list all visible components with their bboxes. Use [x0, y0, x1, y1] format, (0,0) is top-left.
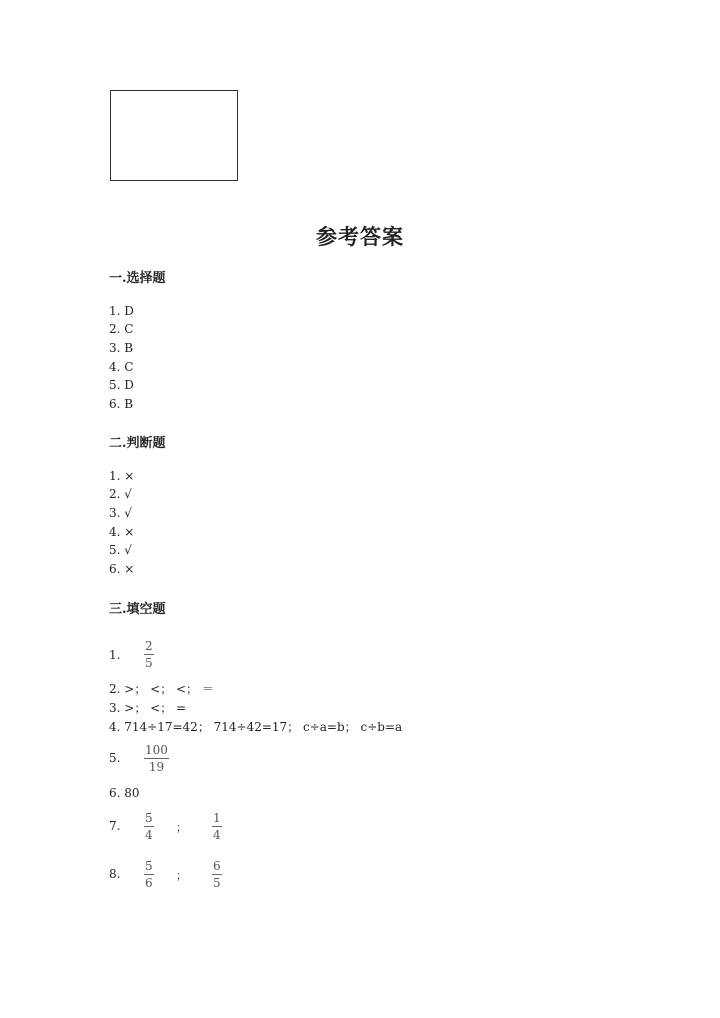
choice-answer-3: 3. B: [109, 341, 134, 355]
judgement-answer-1: 1. ×: [109, 469, 135, 483]
fill-answer-1-label: 1.: [109, 648, 121, 662]
fraction-bar: [144, 654, 154, 655]
fill-answer-7-fraction-b: [212, 811, 222, 842]
fraction-denominator: 5: [145, 656, 153, 670]
section-heading-choice: 一.选择题: [109, 271, 166, 286]
fraction-numerator: 6: [213, 859, 221, 873]
fraction-denominator: 19: [148, 760, 165, 774]
judgement-answer-2: 2. √: [109, 487, 132, 501]
fill-answer-5-fraction: [144, 743, 169, 774]
fill-answer-5-label: 5.: [109, 751, 121, 765]
fraction-bar: [144, 758, 169, 759]
blank-answer-box: [110, 90, 238, 181]
fill-answer-8-separator: ；: [176, 869, 187, 882]
section-heading-fill: 三.填空题: [109, 602, 166, 617]
fill-answer-2: 2. >； <； <； ＝: [109, 682, 214, 696]
fill-answer-7-fraction-a: [144, 811, 154, 842]
fill-answer-8-label: 8.: [109, 867, 121, 881]
fill-answer-8-fraction-a: [144, 859, 154, 890]
choice-answer-6: 6. B: [109, 397, 134, 411]
fraction-denominator: 4: [213, 828, 221, 842]
judgement-answer-6: 6. ×: [109, 562, 135, 576]
judgement-answer-4: 4. ×: [109, 525, 135, 539]
fill-answer-8-fraction-b: [212, 859, 222, 890]
fraction-denominator: 5: [213, 876, 221, 890]
choice-answer-2: 2. C: [109, 322, 134, 336]
fraction-numerator: 100: [145, 743, 168, 757]
fraction-bar: [212, 874, 222, 875]
fill-answer-4: 4. 714÷17=42； 714÷42=17； c÷a=b； c÷b=a: [109, 720, 403, 734]
choice-answer-5: 5. D: [109, 378, 134, 392]
fraction-numerator: 5: [145, 811, 153, 825]
choice-answer-4: 4. C: [109, 360, 134, 374]
fraction-bar: [212, 826, 222, 827]
fraction-numerator: 2: [145, 639, 153, 653]
judgement-answer-3: 3. √: [109, 506, 132, 520]
fraction-denominator: 6: [145, 876, 153, 890]
fill-answer-3: 3. >； <； =: [109, 701, 187, 715]
section-heading-judgement: 二.判断题: [109, 436, 166, 451]
fill-answer-6: 6. 80: [109, 786, 140, 800]
fraction-bar: [144, 826, 154, 827]
page-title: 参考答案: [316, 224, 404, 249]
fraction-numerator: 1: [213, 811, 221, 825]
fraction-numerator: 5: [145, 859, 153, 873]
judgement-answer-5: 5. √: [109, 543, 132, 557]
fraction-bar: [144, 874, 154, 875]
fill-answer-7-separator: ；: [176, 821, 187, 834]
fill-answer-1-fraction: [144, 639, 154, 670]
fill-answer-7-label: 7.: [109, 819, 121, 833]
fraction-denominator: 4: [145, 828, 153, 842]
choice-answer-1: 1. D: [109, 304, 134, 318]
